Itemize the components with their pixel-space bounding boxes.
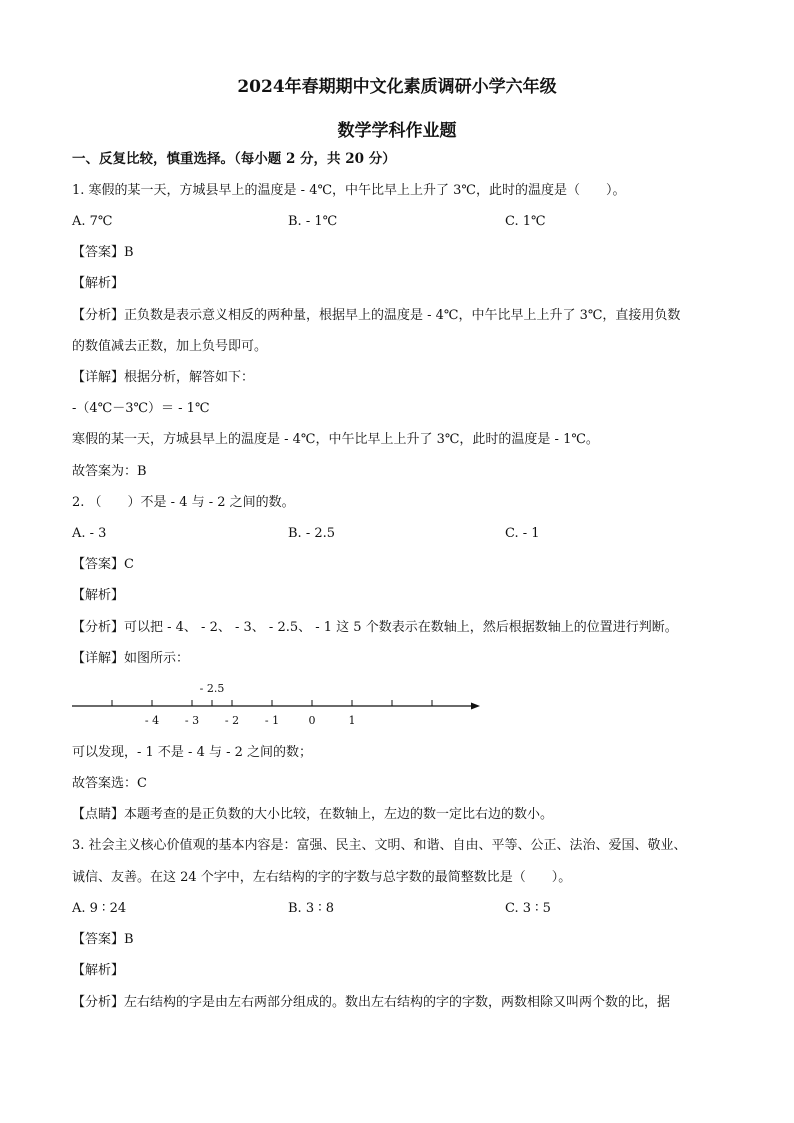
number-line-label: - 4 bbox=[144, 714, 160, 727]
question-1-option-a: A. 7℃ bbox=[72, 214, 113, 229]
number-line-marked-label: - 2.5 bbox=[199, 682, 225, 695]
number-line-label: - 2 bbox=[224, 714, 240, 727]
question-1-answer: 【答案】B bbox=[72, 245, 134, 260]
question-2-answer: 【答案】C bbox=[72, 557, 134, 572]
question-1-option-b: B. - 1℃ bbox=[288, 214, 338, 229]
question-3-stem-line1: 3. 社会主义核心价值观的基本内容是：富强、民主、文明、和谐、自由、平等、公正、法治、爱国、敬业、 bbox=[72, 838, 687, 853]
question-1-final-answer: 故答案为：B bbox=[72, 464, 147, 479]
question-2-detail: 【详解】如图所示： bbox=[72, 651, 190, 666]
question-2-option-b: B. - 2.5 bbox=[288, 526, 336, 541]
question-2-option-a: A. - 3 bbox=[72, 526, 107, 541]
number-line-label: 1 bbox=[348, 714, 356, 727]
number-line-label: - 3 bbox=[184, 714, 200, 727]
number-line-arrow-icon bbox=[471, 703, 480, 710]
question-1-stem: 1. 寒假的某一天，方城县早上的温度是 - 4℃，中午比早上上升了 3℃，此时的温度是（ ）。 bbox=[72, 183, 626, 198]
question-2-final-answer: 故答案选：C bbox=[72, 776, 147, 791]
question-1-jiexi: 【解析】 bbox=[72, 276, 125, 291]
page-title-line1: 2024年春期期中文化素质调研小学六年级 bbox=[237, 77, 557, 97]
question-3-option-a: A. 9 ∶ 24 bbox=[72, 901, 127, 916]
question-1-option-c: C. 1℃ bbox=[505, 214, 546, 229]
number-line-label: 0 bbox=[308, 714, 316, 727]
number-line-figure bbox=[0, 678, 794, 738]
question-1-analysis-line1: 【分析】正负数是表示意义相反的两种量，根据早上的温度是 - 4℃，中午比早上上升了 3℃，直接用负数 bbox=[72, 308, 681, 323]
question-3-option-b: B. 3 ∶ 8 bbox=[288, 901, 335, 916]
question-1-analysis-line2: 的数值减去正数，加上负号即可。 bbox=[72, 339, 268, 354]
question-3-analysis: 【分析】左右结构的字是由左右两部分组成的。数出左右结构的字的字数，两数相除又叫两个数的比，据 bbox=[72, 995, 671, 1010]
question-2-stem: 2. （ ）不是 - 4 与 - 2 之间的数。 bbox=[72, 495, 295, 510]
question-3-jiexi: 【解析】 bbox=[72, 963, 125, 978]
question-1-detail: 【详解】根据分析，解答如下： bbox=[72, 370, 255, 385]
question-3-option-c: C. 3 ∶ 5 bbox=[505, 901, 551, 916]
question-3-stem-line2: 诚信、友善。在这 24 个字中，左右结构的字的字数与总字数的最简整数比是（ ）。 bbox=[72, 870, 572, 885]
question-3-answer: 【答案】B bbox=[72, 932, 134, 947]
page-title-line2: 数学学科作业题 bbox=[337, 121, 457, 141]
question-2-option-c: C. - 1 bbox=[505, 526, 540, 541]
number-line-label: - 1 bbox=[264, 714, 280, 727]
question-2-conclusion: 可以发现，- 1 不是 - 4 与 - 2 之间的数； bbox=[72, 745, 313, 760]
section-heading: 一、反复比较，慎重选择。（每小题 2 分，共 20 分） bbox=[72, 151, 396, 167]
question-2-analysis: 【分析】可以把 - 4、 - 2、 - 3、 - 2.5、 - 1 这 5 个数表示在数轴上，然后根据数轴上的位置进行判断。 bbox=[72, 620, 678, 635]
question-2-jiexi: 【解析】 bbox=[72, 588, 125, 603]
question-1-calculation: -（4℃－3℃）＝ - 1℃ bbox=[72, 401, 210, 416]
question-1-conclusion: 寒假的某一天，方城县早上的温度是 - 4℃，中午比早上上升了 3℃，此时的温度是 - 1℃。 bbox=[72, 432, 599, 447]
question-2-insight: 【点睛】本题考查的是正负数的大小比较，在数轴上，左边的数一定比右边的数小。 bbox=[72, 807, 554, 822]
